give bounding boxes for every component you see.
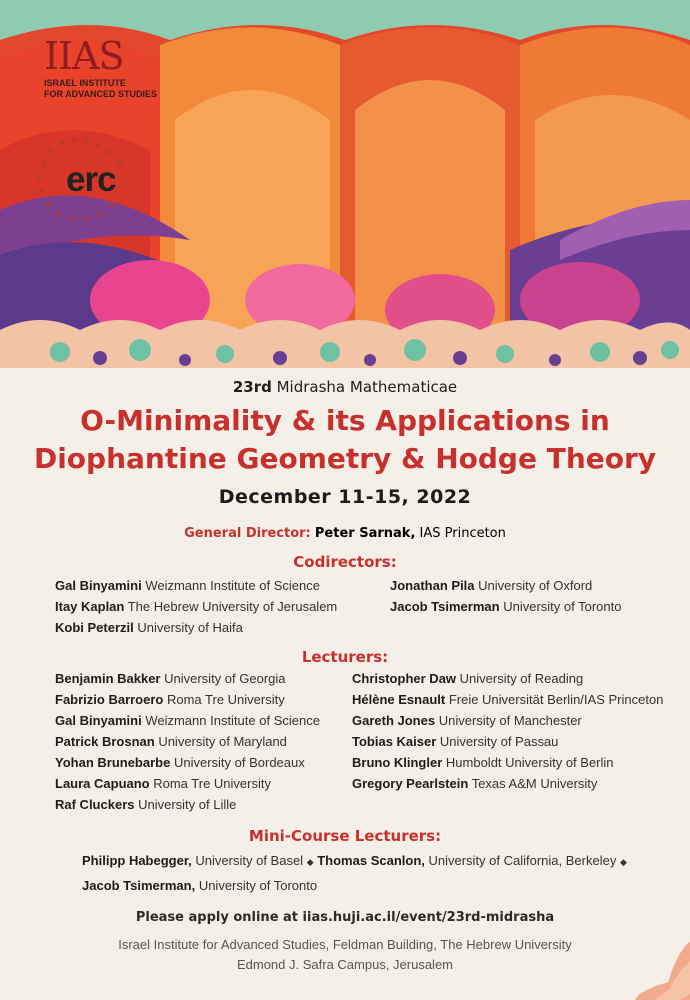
list-item: Jonathan Pila University of Oxford <box>390 578 593 593</box>
event-dates: December 11-15, 2022 <box>218 486 472 508</box>
list-item: Laura Capuano Roma Tre University <box>55 776 271 791</box>
title-line-2: Diophantine Geometry & Hodge Theory <box>33 442 657 475</box>
edition-line <box>0 378 690 396</box>
list-item: Kobi Peterzil University of Haifa <box>55 620 243 635</box>
list-item: Gal Binyamini Weizmann Institute of Science <box>55 578 320 593</box>
lecturers-list <box>0 668 690 815</box>
list-item: Gal Binyamini Weizmann Institute of Science <box>55 713 320 728</box>
list-item: Fabrizio Barroero Roma Tre University <box>55 692 285 707</box>
diamond-separator-icon: ◆ <box>306 857 314 867</box>
corner-flower-decoration <box>610 880 690 1000</box>
address-line-1: Israel Institute for Advanced Studies, Feldman Building, The Hebrew University <box>118 937 572 952</box>
director-label: General Director: <box>184 526 311 541</box>
list-item: Gareth Jones University of Manchester <box>352 713 582 728</box>
mini-course-list <box>0 849 690 898</box>
ias-logo-name-line1: ISRAEL INSTITUTE <box>44 78 126 88</box>
apply-online-link[interactable]: Please apply online at iias.huji.ac.il/event/23rd-midrasha <box>135 910 555 925</box>
list-item: Christopher Daw University of Reading <box>352 671 584 686</box>
ias-logo-mark: IIAS <box>44 34 124 78</box>
list-item: Yohan Brunebarbe University of Bordeaux <box>55 755 305 770</box>
mini-course-heading: Mini-Course Lecturers: <box>248 827 442 845</box>
codirectors-heading: Codirectors: <box>293 553 397 571</box>
mini-course-line-1: Philipp Habegger, University of Basel ◆ Thomas Scanlon, University of California, Berkeley ◆ <box>82 853 627 868</box>
director-name: Peter Sarnak, <box>314 526 416 541</box>
list-item: Itay Kaplan The Hebrew University of Jerusalem <box>55 599 338 614</box>
address-line-2: Edmond J. Safra Campus, Jerusalem <box>236 957 454 972</box>
list-item: Patrick Brosnan University of Maryland <box>55 734 287 749</box>
ias-logo <box>44 36 157 100</box>
codirectors-list <box>0 575 690 638</box>
diamond-separator-icon: ◆ <box>619 857 627 867</box>
list-item: Gregory Pearlstein Texas A&M University <box>352 776 598 791</box>
list-item: Raf Cluckers University of Lille <box>55 797 237 812</box>
general-director <box>0 526 690 541</box>
poster-content <box>0 368 690 975</box>
title-line-1: O-Minimality & its Applications in <box>80 404 610 437</box>
ias-logo-name-line2: FOR ADVANCED STUDIES <box>44 89 158 99</box>
director-affiliation: IAS Princeton <box>415 526 506 541</box>
list-item: Benjamin Bakker University of Georgia <box>55 671 286 686</box>
lecturers-heading: Lecturers: <box>301 648 389 666</box>
list-item: Tobias Kaiser University of Passau <box>352 734 559 749</box>
mini-course-line-2: Jacob Tsimerman, University of Toronto <box>82 878 318 893</box>
list-item: Bruno Klingler Humboldt University of Berlin <box>352 755 614 770</box>
list-item: Jacob Tsimerman University of Toronto <box>390 599 622 614</box>
edition-name: Midrasha Mathematicae <box>271 378 458 396</box>
venue-address <box>0 935 690 975</box>
erc-logo: erc <box>66 160 116 199</box>
event-title <box>0 402 690 478</box>
list-item: Hélène Esnault Freie Universität Berlin/IAS Princeton <box>352 692 664 707</box>
edition-number: 23rd <box>232 378 272 396</box>
